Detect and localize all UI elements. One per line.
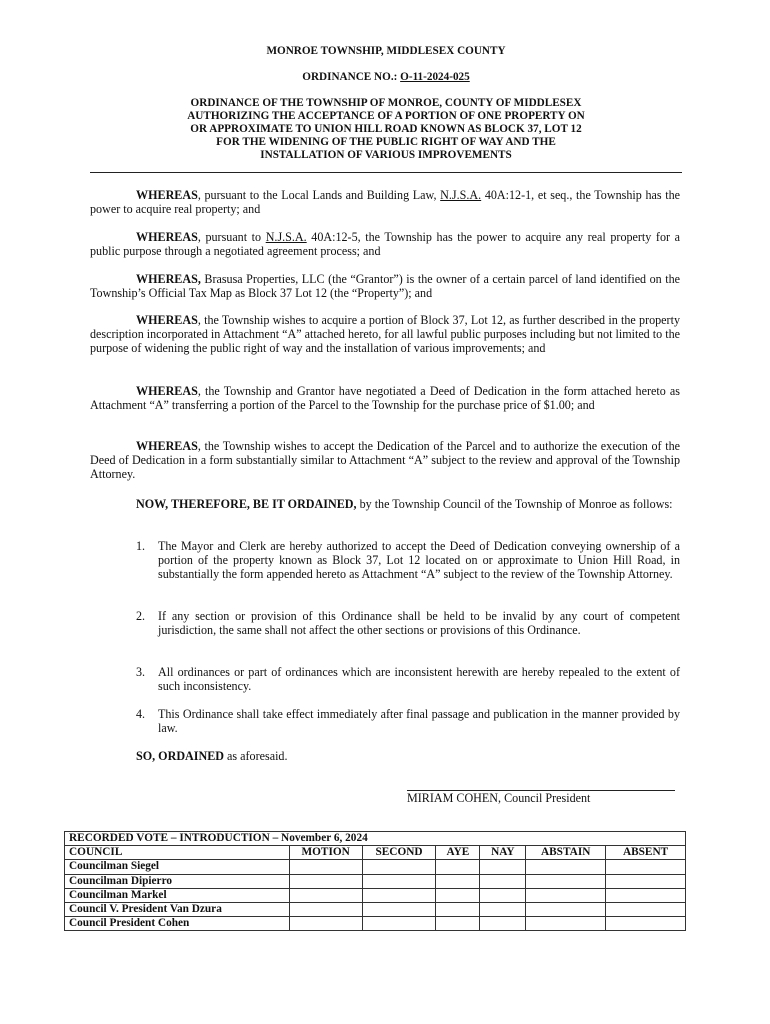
vote-cell: [289, 860, 362, 874]
list-item-number: 1.: [136, 539, 146, 553]
whereas-keyword: WHEREAS: [136, 230, 198, 244]
vote-cell: [606, 902, 686, 916]
list-item: [136, 609, 680, 637]
ordinance-number: O-11-2024-025: [400, 71, 470, 83]
vote-cell: [480, 874, 526, 888]
list-item-number: 4.: [136, 707, 146, 721]
ordinance-title-line-1: ORDINANCE OF THE TOWNSHIP OF MONROE, COUNTY OF MIDDLESEX: [190, 97, 582, 109]
column-header: NAY: [480, 846, 526, 860]
vote-cell: [362, 888, 436, 902]
vote-cell: [436, 874, 480, 888]
vote-cell: [436, 917, 480, 931]
table-row: [65, 917, 686, 931]
statute-reference: N.J.S.A.: [265, 230, 307, 244]
list-item: [136, 539, 680, 582]
recorded-vote-table: [64, 831, 686, 931]
vote-cell: [362, 860, 436, 874]
ordinance-title-line-2: AUTHORIZING THE ACCEPTANCE OF A PORTION OF ONE PROPERTY ON: [187, 110, 585, 122]
whereas-paragraph-2: WHEREAS, pursuant to N.J.S.A. 40A:12-5, the Township has the power to acquire any real property for a public purpose through a negotiated agreement process; and: [90, 230, 680, 259]
table-row: [65, 902, 686, 916]
list-item: [136, 707, 680, 735]
list-item-number: 3.: [136, 665, 146, 679]
vote-cell: [606, 888, 686, 902]
list-item-text: If any section or provision of this Ordinance shall be held to be invalid by any court of competent jurisdiction, the same shall not affect the other sections or provisions of this Ordinance.: [158, 609, 680, 638]
council-member-name: Councilman Markel: [65, 888, 290, 902]
table-row: [65, 874, 686, 888]
statute-reference: N.J.S.A.: [440, 188, 482, 202]
ordinance-title-line-5: INSTALLATION OF VARIOUS IMPROVEMENTS: [260, 149, 512, 161]
whereas-paragraph-1: WHEREAS, pursuant to the Local Lands and Building Law, N.J.S.A. 40A:12-1, et seq., the Township has the power to acquire real property; and: [90, 188, 680, 217]
vote-cell: [606, 860, 686, 874]
ordinance-number-label: ORDINANCE NO.:: [302, 71, 401, 83]
vote-cell: [606, 874, 686, 888]
vote-cell: [289, 888, 362, 902]
vote-cell: [526, 874, 606, 888]
vote-cell: [480, 860, 526, 874]
council-member-name: Councilman Dipierro: [65, 874, 290, 888]
vote-cell: [289, 917, 362, 931]
vote-cell: [436, 860, 480, 874]
table-header-row: [65, 846, 686, 860]
signatory-name: MIRIAM COHEN, Council President: [407, 791, 591, 805]
closing-line: SO, ORDAINED as aforesaid.: [136, 749, 288, 763]
column-header: ABSENT: [606, 846, 686, 860]
vote-cell: [362, 917, 436, 931]
list-item: [136, 665, 680, 693]
vote-cell: [362, 902, 436, 916]
whereas-paragraph-3: WHEREAS, Brasusa Properties, LLC (the “Grantor”) is the owner of a certain parcel of land identified on the Township’s Official Tax Map as Block 37 Lot 12 (the “Property”); and: [90, 272, 680, 301]
whereas-keyword: WHEREAS,: [136, 272, 201, 286]
whereas-paragraph-4: WHEREAS, the Township wishes to acquire a portion of Block 37, Lot 12, as further described in the property description incorporated in Attachment “A” attached hereto, for all lawful public purposes including but not limited to the purpose of widening the public right of way and the installation of various improvements; and: [90, 313, 680, 356]
vote-cell: [480, 902, 526, 916]
list-item-text: This Ordinance shall take effect immediately after final passage and publication in the manner provided by law.: [158, 707, 680, 736]
whereas-paragraph-6: WHEREAS, the Township wishes to accept the Dedication of the Parcel and to authorize the execution of the Deed of Dedication in a form substantially similar to Attachment “A” subject to the review and approval of the Township Attorney.: [90, 439, 680, 482]
township-heading: MONROE TOWNSHIP, MIDDLESEX COUNTY: [266, 45, 506, 57]
vote-cell: [436, 888, 480, 902]
now-therefore-keyword: NOW, THEREFORE, BE IT ORDAINED,: [136, 497, 357, 511]
vote-cell: [289, 874, 362, 888]
vote-cell: [526, 917, 606, 931]
vote-cell: [362, 874, 436, 888]
ordinance-title-line-4: FOR THE WIDENING OF THE PUBLIC RIGHT OF WAY AND THE: [216, 136, 556, 148]
vote-cell: [526, 860, 606, 874]
column-header: MOTION: [289, 846, 362, 860]
vote-cell: [289, 902, 362, 916]
list-item-text: The Mayor and Clerk are hereby authorized to accept the Deed of Dedication conveying ownership of a portion of the property known as Block 37, Lot 12 located on or approximate to Union Hill Road, in substantially the form appended hereto as Attachment “A” subject to the review of the Township Attorney.: [158, 539, 680, 582]
vote-cell: [480, 917, 526, 931]
now-therefore-paragraph: NOW, THEREFORE, BE IT ORDAINED, by the Township Council of the Township of Monroe as follows:: [136, 497, 673, 511]
list-item-text: All ordinances or part of ordinances which are inconsistent herewith are hereby repealed to the extent of such inconsistency.: [158, 665, 680, 694]
closing-keyword: SO, ORDAINED: [136, 749, 225, 763]
table-row: [65, 888, 686, 902]
table-title-row: [65, 832, 686, 846]
vote-cell: [436, 902, 480, 916]
vote-cell: [526, 902, 606, 916]
council-member-name: Council President Cohen: [65, 917, 290, 931]
vote-cell: [480, 888, 526, 902]
council-member-name: Council V. President Van Dzura: [65, 902, 290, 916]
column-header: COUNCIL: [65, 846, 290, 860]
council-member-name: Councilman Siegel: [65, 860, 290, 874]
ordinance-number-line: [90, 71, 682, 84]
vote-table-title: RECORDED VOTE – INTRODUCTION – November 6, 2024: [65, 832, 686, 846]
whereas-paragraph-5: WHEREAS, the Township and Grantor have negotiated a Deed of Dedication in the form attached hereto as Attachment “A” transferring a portion of the Parcel to the Township for the purchase price of $1.00; and: [90, 384, 680, 413]
column-header: SECOND: [362, 846, 436, 860]
whereas-keyword: WHEREAS: [136, 188, 198, 202]
whereas-keyword: WHEREAS: [136, 384, 198, 398]
column-header: AYE: [436, 846, 480, 860]
column-header: ABSTAIN: [526, 846, 606, 860]
vote-cell: [526, 888, 606, 902]
whereas-keyword: WHEREAS: [136, 313, 198, 327]
list-item-number: 2.: [136, 609, 146, 623]
header-divider: [90, 172, 682, 173]
vote-cell: [606, 917, 686, 931]
ordinance-title-line-3: OR APPROXIMATE TO UNION HILL ROAD KNOWN AS BLOCK 37, LOT 12: [190, 123, 582, 135]
table-row: [65, 860, 686, 874]
whereas-keyword: WHEREAS: [136, 439, 198, 453]
